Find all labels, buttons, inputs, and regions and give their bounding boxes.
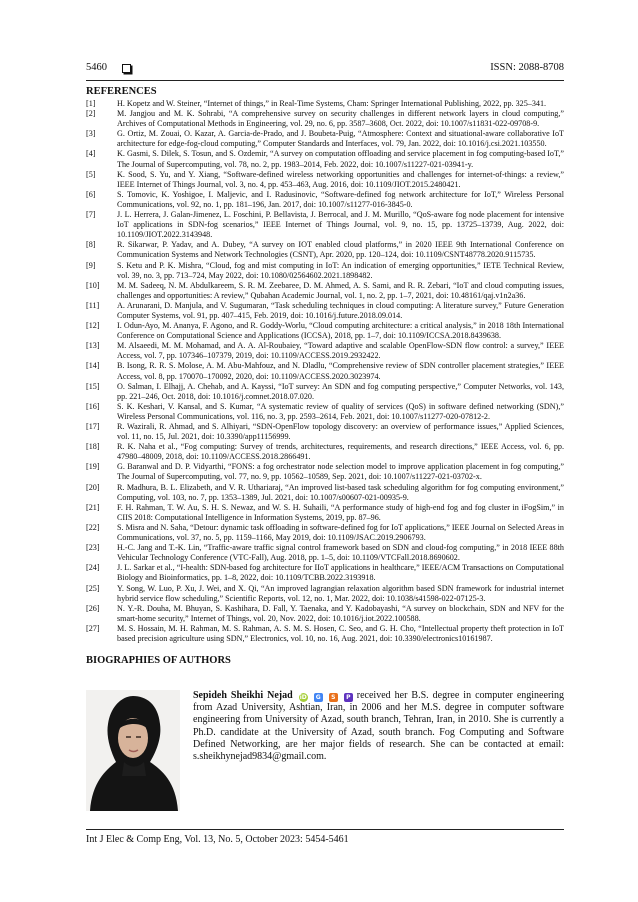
reference-number: [10] [86, 280, 100, 290]
reference-item [86, 240, 564, 260]
reference-item [86, 170, 564, 190]
reference-number: [14] [86, 361, 100, 371]
reference-text: J. L. Herrera, J. Galan-Jimenez, L. Foschini, P. Bellavista, J. Berrocal, and J. M. Murillo, “QoS-aware fog node placement for intensive IoT applications in SDN-fog scenarios,” IEEE Internet of Things Journal, vol. 9, no. 15, pp. 13725–13739, Aug. 2022, doi: 10.1109/JIOT.2022.3143948. [117, 210, 564, 240]
reference-item [86, 281, 564, 301]
checkbox-square-icon [122, 64, 131, 73]
reference-item [86, 462, 564, 482]
reference-number: [21] [86, 502, 100, 512]
reference-text: R. Sikarwar, P. Yadav, and A. Dubey, “A survey on IOT enabled cloud platforms,” in 2020 IEEE 9th International Conference on Communication Systems and Network Technologies (CSNT), Apr. 2020, pp. 120–124, doi: 10.1109/CSNT48778.2020.9115735. [117, 240, 564, 260]
reference-number: [19] [86, 462, 100, 472]
reference-item [86, 543, 564, 563]
reference-item [86, 99, 564, 109]
reference-number: [25] [86, 583, 100, 593]
reference-text: M. Alsaeedi, M. M. Mohamad, and A. A. Al-Roubaiey, “Toward adaptive and scalable OpenFlow-SDN flow control: a survey,” IEEE Access, vol. 7, pp. 107346–107379, 2019, doi: 10.1109/ACCESS.2019.2932422. [117, 341, 564, 361]
reference-number: [9] [86, 260, 96, 270]
reference-number: [2] [86, 109, 96, 119]
issn-label: ISSN: 2088-8708 [490, 62, 564, 73]
references-heading: REFERENCES [86, 86, 157, 97]
reference-number: [1] [86, 99, 96, 108]
author-bio-text: received her B.S. degree in computer engineering from Azad University, Ashtian, Iran, in 2006 and her M.S. degree in computer software engineering from University of Azad, south branch, Tehran, Iran, in 2010. She is currently a Ph.D. candidate at the University of Azad, south branch. Fog Computing and Software Defined Networking, are her major fields of research. She can be contacted at email: s.sheikhynejad9834@gmail.com. [193, 690, 565, 763]
reference-item [86, 261, 564, 281]
reference-text: G. Baranwal and D. P. Vidyarthi, “FONS: a fog orchestrator node selection model to improve application placement in fog computing,” The Journal of Supercomputing, vol. 77, no. 9, pp. 10562–10589, Sep. 2021, doi: 10.1007/s11227-021-03702-x. [117, 462, 564, 482]
author-portrait-icon [86, 690, 180, 811]
reference-text: B. Isong, R. R. S. Molose, A. M. Abu-Mahfouz, and N. Dladlu, “Comprehensive review of SDN controller placement strategies,” IEEE Access, vol. 8, pp. 170070–170092, 2020, doi: 10.1109/ACCESS.2020.3023974. [117, 361, 564, 381]
reference-text: Y. Song, W. Luo, P. Xu, J. Wei, and X. Qi, “An improved lagrangian relaxation algorithm based SDN framework for industrial internet hybrid service flow scheduling,” Scientific Reports, vol. 12, no. 1, Mar. 2022, doi: 10.1038/s41598-022-07125-3. [117, 583, 564, 603]
reference-item [86, 382, 564, 402]
reference-text: S. K. Keshari, V. Kansal, and S. Kumar, “A systematic review of quality of services (QoS) in software defined networking (SDN),” Wireless Personal Communications, vol. 116, no. 3, pp. 2593–2614, Feb. 2021, doi: 10.1007/s11277-020-07812-2. [117, 401, 564, 421]
reference-item [86, 563, 564, 583]
biographies-heading: BIOGRAPHIES OF AUTHORS [86, 655, 231, 666]
author-bio [193, 690, 564, 763]
reference-item [86, 190, 564, 210]
reference-item [86, 301, 564, 321]
reference-number: [12] [86, 321, 100, 331]
reference-number: [6] [86, 189, 96, 199]
reference-text: R. Wazirali, R. Ahmad, and S. Alhiyari, “SDN-OpenFlow topology discovery: an overview of performance issues,” Applied Sciences, vol. 11, no. 15, Jul. 2021, doi: 10.3390/app11156999. [117, 422, 564, 442]
orcid-icon[interactable]: iD [299, 694, 307, 701]
reference-number: [8] [86, 240, 96, 250]
reference-text: K. Sood, S. Yu, and Y. Xiang, “Software-defined wireless networking opportunities and challenges for internet-of-things: a review,” IEEE Internet of Things Journal, vol. 3, no. 4, pp. 453–463, Aug. 2016, doi: 10.1109/JIOT.2015.2480421. [117, 169, 564, 189]
web-of-science-icon[interactable]: P [344, 693, 353, 702]
reference-number: [23] [86, 543, 100, 553]
reference-item [86, 210, 564, 240]
page-header [86, 62, 564, 80]
reference-number: [22] [86, 522, 100, 532]
reference-text: R. K. Naha et al., “Fog computing: Survey of trends, architectures, requirements, and research directions,” IEEE Access, vol. 6, pp. 47980–48009, 2018, doi: 10.1109/ACCESS.2018.2866491. [117, 442, 564, 462]
reference-number: [3] [86, 129, 96, 139]
reference-number: [27] [86, 623, 100, 633]
reference-item [86, 483, 564, 503]
reference-item [86, 584, 564, 604]
reference-item [86, 624, 564, 644]
scopus-icon[interactable]: S [329, 693, 338, 702]
reference-item [86, 604, 564, 624]
reference-number: [13] [86, 341, 100, 351]
reference-item [86, 523, 564, 543]
author-photo [86, 690, 180, 811]
reference-number: [18] [86, 442, 100, 452]
reference-item [86, 109, 564, 129]
reference-text: I. Odun-Ayo, M. Ananya, F. Agono, and R. Goddy-Worlu, “Cloud computing architecture: a critical analysis,” in 2018 18th International Conference on Computational Science and Applications (ICCSA), 2018, pp. 1–7, doi: 10.1109/ICCSA.2018.8439638. [117, 321, 564, 341]
page-number: 5460 [86, 62, 107, 73]
reference-number: [20] [86, 482, 100, 492]
reference-number: [4] [86, 149, 96, 159]
reference-number: [15] [86, 381, 100, 391]
reference-text: N. Y.-R. Douha, M. Bhuyan, S. Kashihara, D. Fall, Y. Taenaka, and Y. Kadobayashi, “A survey on blockchain, SDN and NFV for the smart-home security,” Internet of Things, vol. 20, Nov. 2022, doi: 10.1016/j.iot.2022.100588. [117, 603, 564, 623]
footer-citation: Int J Elec & Comp Eng, Vol. 13, No. 5, October 2023: 5454-5461 [86, 834, 349, 845]
reference-list [86, 99, 564, 644]
google-scholar-icon[interactable]: G [314, 693, 323, 702]
reference-text: S. Misra and N. Saha, “Detour: dynamic task offloading in software-defined fog for IoT applications,” IEEE Journal on Selected Areas in Communications, vol. 37, no. 5, pp. 1159–1166, May 2019, doi: 10.1109/JSAC.2019.2906793. [117, 522, 564, 543]
reference-text: S. Tomovic, K. Yoshigoe, I. Maljevic, and I. Radusinovic, “Software-defined fog network architecture for IoT,” Wireless Personal Communications, vol. 92, no. 1, pp. 181–196, Jan. 2017, doi: 10.1007/s11277-016-3845-0. [117, 189, 564, 209]
reference-item [86, 341, 564, 361]
reference-text: M. M. Sadeeq, N. M. Abdulkareem, S. R. M. Zeebaree, D. M. Ahmed, A. S. Sami, and R. R. Zebari, “IoT and cloud computing issues, challenges and opportunities: A review,” Qubahan Academic Journal, vol. 1, no. 2, pp. 1–7, 2021, doi: 10.48161/qaj.v1n2a36. [117, 280, 564, 300]
reference-text: A. Arunarani, D. Manjula, and V. Sugumaran, “Task scheduling techniques in cloud computing: A literature survey,” Future Generation Computer Systems, vol. 91, pp. 407–415, Feb. 2019, doi: 10.1016/j.future.2018.09.014. [117, 300, 564, 320]
reference-text: M. S. Hossain, M. H. Rahman, M. S. Rahman, A. S. M. S. Hosen, C. Seo, and G. H. Cho, “Intellectual property theft protection in IoT based precision agriculture using SDN,” Electronics, vol. 10, no. 16, Aug. 2021, doi: 10.3390/electronics10161987. [117, 623, 564, 643]
reference-text: M. Jangjou and M. K. Sohrabi, “A comprehensive survey on security challenges in different network layers in cloud computing,” Archives of Computational Methods in Engineering, vol. 29, no. 6, pp. 3587–3608, Oct. 2022, doi: 10.1007/s11831-022-09708-9. [117, 109, 564, 129]
reference-text: G. Ortiz, M. Zouai, O. Kazar, A. Garcia-de-Prado, and J. Boubeta-Puig, “Atmosphere: Context and situational-aware collaborative IoT architecture for edge-fog-cloud computing,” Computer Standards and Interfaces, vol. 79, Jan. 2022, doi: 10.1016/j.csi.2021.103550. [117, 129, 564, 149]
reference-item [86, 129, 564, 149]
reference-number: [11] [86, 300, 100, 310]
reference-text: R. Madhura, B. L. Elizabeth, and V. R. Uthariaraj, “An improved list-based task scheduling algorithm for fog computing environment,” Computing, vol. 103, no. 7, pp. 1353–1389, Jul. 2021, doi: 10.1007/s00607-021-00935-9. [117, 482, 564, 502]
reference-number: [7] [86, 210, 96, 220]
reference-text: H.-C. Jang and T.-K. Lin, “Traffic-aware traffic signal control framework based on SDN and cloud-fog computing,” in 2018 IEEE 88th Vehicular Technology Conference (VTC-Fall), Aug. 2018, pp. 1–5, doi: 10.1109/VTCFall.2018.8690602. [117, 543, 564, 563]
reference-item [86, 361, 564, 381]
reference-number: [24] [86, 563, 100, 573]
reference-text: S. Ketu and P. K. Mishra, “Cloud, fog and mist computing in IoT: An indication of emerging opportunities,” IETE Technical Review, vol. 39, no. 3, pp. 713–724, May 2022, doi: 10.1080/02564602.2021.1898482. [117, 260, 564, 280]
reference-number: [17] [86, 422, 100, 431]
author-name: Sepideh Sheikhi Nejad [193, 690, 293, 701]
reference-text: F. H. Rahman, T. W. Au, S. H. S. Newaz, and W. S. H. Suhaili, “A performance study of high-end fog and fog cluster in iFogSim,” in CIIS 2018: Computational Intelligence in Information Systems, 2019, pp. 87–96. [117, 502, 564, 522]
reference-number: [26] [86, 603, 100, 613]
reference-text: K. Gasmi, S. Dilek, S. Tosun, and S. Ozdemir, “A survey on computation offloading and service placement in fog computing-based IoT,” The Journal of Supercomputing, vol. 78, no. 2, pp. 1983–2014, Feb. 2022, doi: 10.1007/s11227-021-03941-y. [117, 149, 564, 169]
reference-item [86, 321, 564, 341]
reference-item [86, 503, 564, 523]
footer-divider [86, 829, 564, 830]
reference-text: H. Kopetz and W. Steiner, “Internet of things,” in Real-Time Systems, Cham: Springer International Publishing, 2022, pp. 325–341. [117, 99, 547, 108]
reference-item [86, 422, 564, 442]
reference-item [86, 149, 564, 169]
reference-number: [5] [86, 169, 96, 179]
reference-item [86, 402, 564, 422]
reference-number: [16] [86, 401, 100, 411]
reference-item [86, 442, 564, 462]
header-divider [86, 80, 564, 81]
reference-text: J. L. Sarkar et al., “I-health: SDN-based fog architecture for IIoT applications in healthcare,” IEEE/ACM Transactions on Computational Biology and Bioinformatics, pp. 1–8, 2022, doi: 10.1109/TCBB.2022.3193918. [117, 563, 564, 583]
reference-text: O. Salman, I. Elhajj, A. Chehab, and A. Kayssi, “IoT survey: An SDN and fog computing perspective,” Computer Networks, vol. 143, pp. 221–246, Oct. 2018, doi: 10.1016/j.comnet.2018.07.020. [117, 381, 564, 401]
